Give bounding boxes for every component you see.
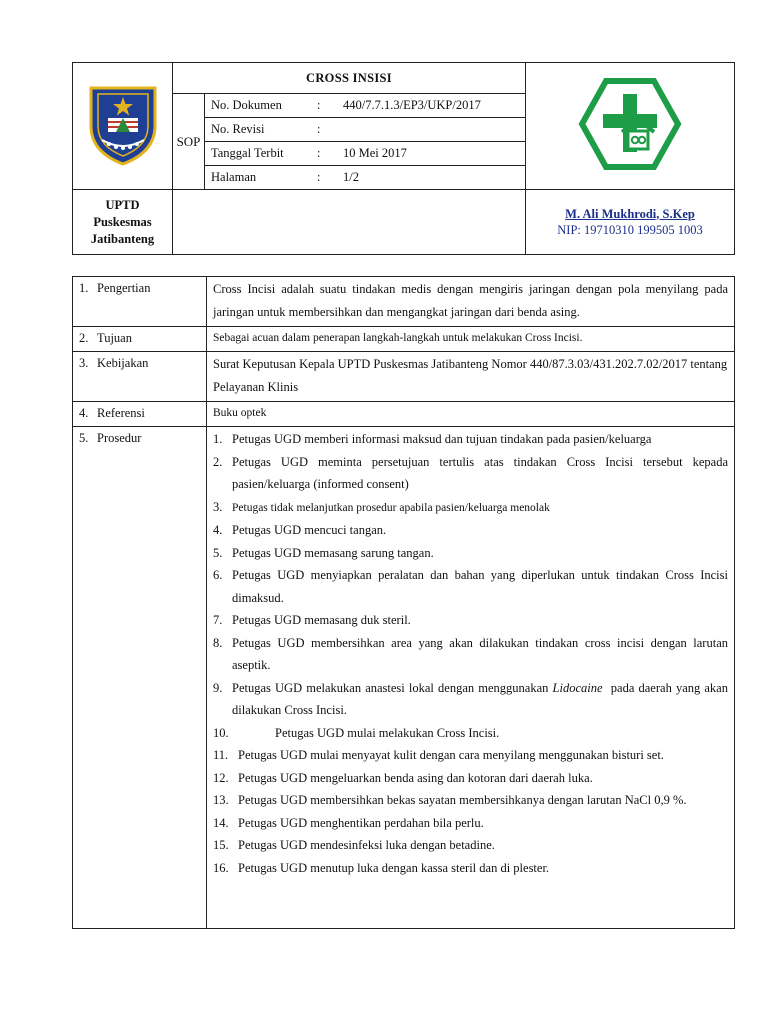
- signer-name: M. Ali Mukhrodi, S.Kep: [565, 206, 695, 221]
- procedure-step: 8. Petugas UGD membersihkan area yang akan dilakukan tindakan cross incisi dengan larutan aseptik.: [213, 635, 728, 672]
- section-label: Prosedur: [97, 431, 142, 445]
- org-line-3: Jatibanteng: [90, 231, 155, 246]
- doc-number-row: [205, 94, 525, 118]
- doc-number-value: 440/7.7.1.3/EP3/UKP/2017: [343, 98, 481, 112]
- procedure-step: 2. Petugas UGD meminta persetujuan tertulis atas tindakan Cross Incisi tersebut kepada pasien/keluarga (informed consent): [213, 454, 728, 491]
- regency-emblem-icon: [86, 82, 160, 166]
- section-referensi: [73, 402, 735, 427]
- section-label: Tujuan: [97, 331, 132, 345]
- puskesmas-logo-icon: [576, 76, 684, 172]
- procedure-step: 16. Petugas UGD menutup luka dengan kassa steril dan di plester.: [213, 860, 550, 875]
- organization-name: [73, 190, 173, 255]
- procedure-step: 9. Petugas UGD melakukan anastesi lokal dengan menggunakan Lidocaine pada daerah yang akan dilakukan Cross Incisi.: [213, 680, 732, 717]
- procedure-step: 15. Petugas UGD mendesinfeksi luka dengan betadine.: [213, 838, 495, 852]
- procedure-step: 5. Petugas UGD memasang sarung tangan.: [213, 545, 434, 560]
- section-number: 3.: [79, 356, 89, 370]
- signature-block: [526, 190, 735, 255]
- document-title: CROSS INSISI: [173, 63, 526, 94]
- page-value: 1/2: [343, 170, 359, 184]
- section-pengertian: [73, 277, 735, 327]
- issue-date-label: Tanggal Terbit: [211, 146, 284, 160]
- kebijakan-text: Surat Keputusan Kepala UPTD Puskesmas Jatibanteng Nomor 440/87.3.03/431.202.7.02/2017 tentang Pelayanan Klinis: [207, 352, 735, 402]
- revision-colon: :: [317, 122, 321, 136]
- sop-content-table: [72, 276, 735, 929]
- puskesmas-logo-cell: [526, 63, 735, 190]
- procedure-step: 4. Petugas UGD mencuci tangan.: [213, 523, 387, 537]
- procedure-step: 14. Petugas UGD menghentikan perdahan bila perlu.: [213, 815, 484, 830]
- page-label: Halaman: [211, 170, 257, 184]
- org-line-2: Puskesmas: [93, 214, 152, 229]
- regency-emblem-cell: [73, 63, 173, 190]
- procedure-step: 1. Petugas UGD memberi informasi maksud dan tujuan tindakan pada pasien/keluarga: [213, 432, 652, 446]
- section-number: 5.: [79, 431, 89, 445]
- prosedur-steps: [207, 427, 735, 929]
- signer-nip: NIP: 19710310 199505 1003: [557, 222, 703, 237]
- section-tujuan: [73, 327, 735, 352]
- tujuan-text: Sebagai acuan dalam penerapan langkah-langkah untuk melakukan Cross Incisi.: [207, 327, 735, 352]
- section-label: Pengertian: [97, 281, 151, 295]
- procedure-list: [213, 428, 732, 879]
- procedure-step: 13. Petugas UGD membersihkan bekas sayatan membersihkanya dengan larutan NaCl 0,9 %.: [213, 793, 687, 807]
- issue-date-colon: :: [317, 146, 321, 160]
- procedure-step: 12. Petugas UGD mengeluarkan benda asing dan kotoran dari daerah luka.: [213, 770, 593, 785]
- issue-date-value: 10 Mei 2017: [343, 146, 407, 160]
- doc-number-label: No. Dokumen: [211, 98, 282, 112]
- procedure-step: 7. Petugas UGD memasang duk steril.: [213, 613, 411, 627]
- org-line-1: UPTD: [105, 197, 140, 212]
- procedure-step: 6. Petugas UGD menyiapkan peralatan dan bahan yang diperlukan untuk tindakan Cross Incisi dimaksud.: [213, 568, 728, 605]
- section-label: Referensi: [97, 406, 145, 420]
- section-prosedur: [73, 427, 735, 929]
- procedure-step: 3. Petugas tidak melanjutkan prosedur apabila pasien/keluarga menolak: [213, 499, 550, 514]
- drug-name: Lidocaine: [552, 680, 603, 695]
- blank-cell: [173, 190, 526, 255]
- revision-row: [205, 118, 525, 142]
- section-number: 1.: [79, 281, 89, 295]
- doc-number-colon: :: [317, 98, 321, 112]
- page-colon: :: [317, 170, 321, 184]
- procedure-step: 10. Petugas UGD mulai melakukan Cross Incisi.: [213, 725, 500, 740]
- issue-date-row: [205, 142, 525, 166]
- page-row: [205, 166, 525, 189]
- revision-label: No. Revisi: [211, 122, 265, 136]
- pengertian-text: Cross Incisi adalah suatu tindakan medis dengan mengiris jaringan dengan pola menyilang pada jaringan untuk membersihkan dan mengangkat jaringan dari benda asing.: [207, 277, 735, 327]
- section-number: 2.: [79, 331, 89, 345]
- sop-label: SOP: [173, 94, 205, 190]
- document-info: [205, 94, 526, 190]
- referensi-text: Buku optek: [207, 402, 735, 427]
- section-label: Kebijakan: [97, 356, 149, 370]
- section-kebijakan: [73, 352, 735, 402]
- procedure-step: 11. Petugas UGD mulai menyayat kulit dengan cara menyilang menggunakan bisturi set.: [213, 748, 664, 762]
- sop-header-table: [72, 62, 735, 255]
- section-number: 4.: [79, 406, 89, 420]
